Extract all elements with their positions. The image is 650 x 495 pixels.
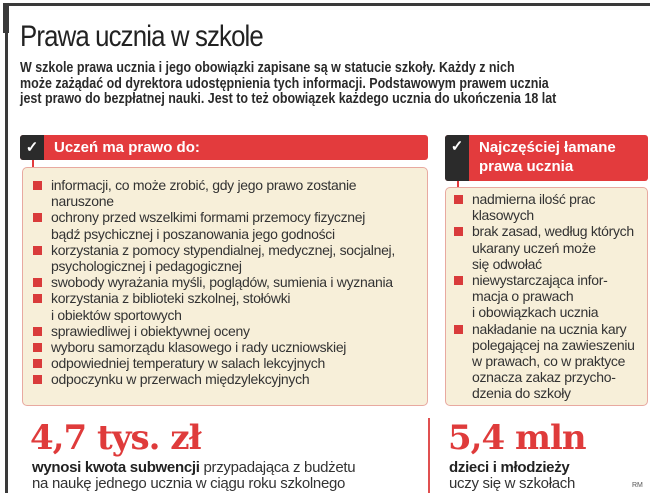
rights-box — [22, 167, 428, 406]
list-item-line: psychologicznej i pedagogicznej — [51, 258, 242, 275]
list-item-line: swobody wyrażania myśli, poglądów, sumienia i wyznania — [51, 274, 393, 291]
list-item — [454, 223, 635, 272]
caption-bold: dzieci i młodzieży — [449, 459, 570, 476]
rights-header — [20, 135, 428, 160]
chevron-down-icon: ✓ — [20, 135, 44, 160]
stat-subsidy-caption — [32, 460, 355, 492]
caption-bold: wynosi kwota subwencji — [32, 459, 200, 476]
list-item-line: odpowiedniej temperatury w salach lekcyjnych — [51, 355, 325, 372]
intro-line: W szkole prawa ucznia i jego obowiązki zapisane są w statucie szkoły. Każdy z nich — [20, 60, 515, 76]
list-item-line: klasowych — [472, 207, 534, 224]
list-item — [33, 323, 395, 339]
violated-header-line: prawa ucznia — [479, 158, 574, 175]
caption-rest: przypadająca z budżetu — [199, 459, 356, 476]
list-item-line: i obowiązkach ucznia — [472, 304, 599, 321]
violated-header-line: Najczęściej łamane — [479, 139, 616, 156]
list-item-line: korzystania z pomocy stypendialnej, medycznej, socjalnej, — [51, 241, 395, 258]
caption-line2: na naukę jednego ucznia w ciągu roku szkolnego — [32, 475, 346, 492]
list-item-line: bądź psychicznej i poszanowania jego godności — [51, 225, 335, 242]
list-item — [33, 371, 395, 387]
list-item-line: nadmierna ilość prac — [472, 191, 596, 207]
list-item — [33, 339, 395, 355]
list-item-line: macja o prawach — [472, 288, 574, 305]
list-item-line: sprawiedliwej i obiektywnej oceny — [51, 322, 250, 339]
stat-subsidy-value: 4,7 tys. zł — [30, 418, 201, 458]
list-item — [33, 274, 395, 290]
violated-header-label — [479, 138, 616, 176]
list-item-line: i obiektów sportowych — [51, 306, 182, 323]
intro-line: jest prawo do bezpłatnej nauki. Jest to też obowiązek każdego ucznia do ukończenia 18 lat — [20, 91, 557, 107]
list-item-line: się odwołać — [472, 255, 542, 272]
list-item-line: wyboru samorządu klasowego i rady uczniowskiej — [51, 339, 347, 356]
list-item-line: polegającej na zawieszeniu — [472, 336, 635, 353]
frame-corner — [3, 3, 9, 33]
list-item-line: informacji, co może zrobić, gdy jego prawo zostanie — [51, 177, 357, 193]
credit: RM — [632, 482, 643, 489]
list-item-line: dzenia do szkoły — [472, 385, 571, 402]
list-item-line: korzystania z biblioteki szkolnej, stołówki — [51, 290, 291, 307]
chevron-down-icon: ✓ — [445, 135, 469, 181]
list-item — [33, 177, 395, 209]
list-item — [454, 321, 635, 402]
list-item-line: nakładanie na ucznia kary — [472, 320, 627, 337]
frame-left-rule — [5, 3, 8, 493]
list-item — [33, 290, 395, 322]
frame-top-rule — [5, 3, 650, 6]
stat-students-caption — [449, 460, 575, 492]
list-item-line: w prawach, co w praktyce — [472, 353, 626, 370]
violated-list — [454, 191, 635, 402]
rights-header-label: Uczeń ma prawo do: — [54, 139, 200, 156]
list-item-line: naruszone — [51, 193, 114, 210]
list-item — [454, 191, 635, 223]
intro-line: może zażądać od dyrektora udostępnienia tych informacji. Podstawowym prawem ucznia — [20, 75, 549, 92]
intro-text — [20, 61, 570, 108]
violated-header — [445, 135, 648, 181]
list-item — [33, 242, 395, 274]
list-item — [454, 272, 635, 321]
list-item-line: brak zasad, według których — [472, 223, 634, 240]
list-item — [33, 209, 395, 241]
list-item-line: oznacza zakaz przycho- — [472, 369, 616, 386]
divider — [428, 418, 430, 493]
list-item-line: ukarany uczeń może — [472, 239, 596, 256]
caption-line2: uczy się w szkołach — [449, 475, 576, 492]
list-item — [33, 355, 395, 371]
list-item-line: odpoczynku w przerwach międzylekcyjnych — [51, 371, 310, 388]
list-item-line: ochrony przed wszelkimi formami przemocy fizycznej — [51, 209, 366, 226]
violated-box — [445, 187, 648, 406]
stat-students-value: 5,4 mln — [448, 418, 586, 458]
rights-list — [33, 177, 395, 388]
page-title: Prawa ucznia w szkole — [20, 20, 263, 53]
list-item-line: niewystarczająca infor- — [472, 272, 608, 289]
